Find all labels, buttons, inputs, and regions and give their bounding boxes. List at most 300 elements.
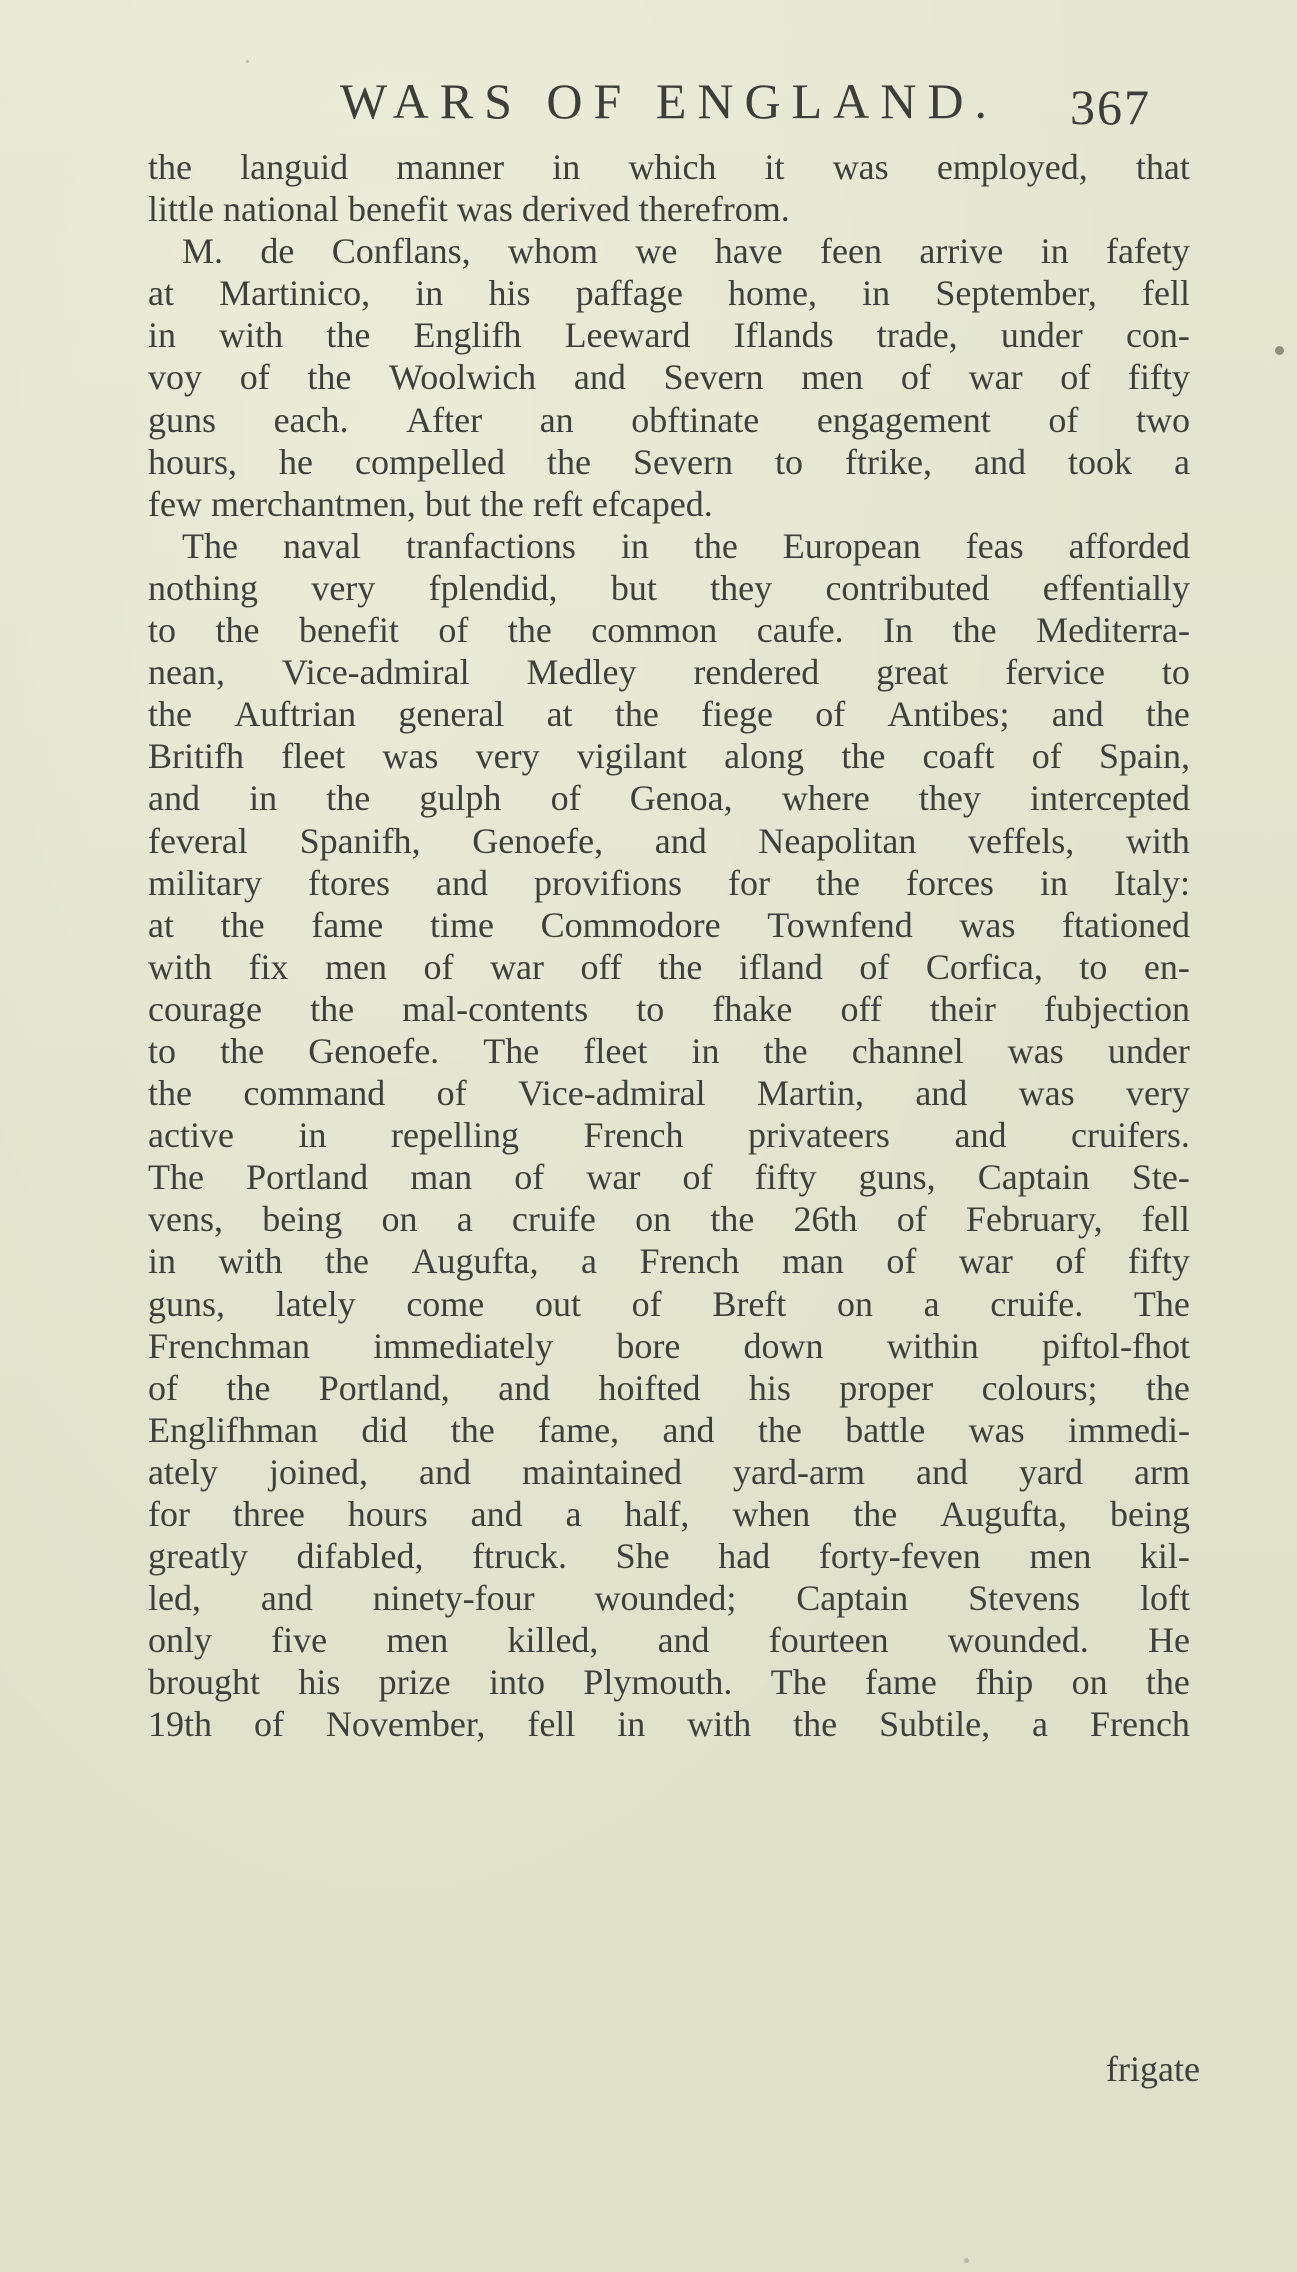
word: active xyxy=(148,1115,234,1156)
text-line xyxy=(148,1409,1190,1451)
text-line xyxy=(148,525,1190,567)
word: on xyxy=(836,1283,873,1324)
word: feen xyxy=(820,231,882,272)
word: down xyxy=(743,1325,824,1366)
word: the xyxy=(841,736,886,777)
word: nothing xyxy=(148,567,259,608)
word: an xyxy=(539,399,574,440)
word: his xyxy=(298,1662,341,1703)
word: en- xyxy=(1143,946,1190,987)
text-line xyxy=(148,399,1190,441)
word: of xyxy=(253,1704,284,1745)
ink-speck xyxy=(1275,346,1284,355)
text-line xyxy=(148,862,1190,904)
word: Englifh xyxy=(413,315,522,356)
word: The xyxy=(1133,1283,1190,1324)
word: was xyxy=(1007,1030,1064,1071)
word: loft xyxy=(1139,1578,1190,1619)
word: ftrike, xyxy=(845,441,932,482)
word: command xyxy=(243,1073,386,1114)
word: they xyxy=(918,778,981,819)
word: Britifh xyxy=(148,736,244,777)
word: a xyxy=(923,1283,940,1324)
word: greatly xyxy=(148,1536,248,1577)
text-line xyxy=(148,1114,1190,1156)
word: Genoa, xyxy=(629,778,733,819)
word: the xyxy=(307,357,352,398)
word: paffage xyxy=(575,273,683,314)
word: Captain xyxy=(796,1578,909,1619)
text-line xyxy=(148,820,1190,862)
text-line xyxy=(148,1240,1190,1282)
word: to xyxy=(1079,946,1108,987)
word: ninety-four xyxy=(372,1578,535,1619)
word: nean, xyxy=(148,652,225,693)
word: Leeward xyxy=(564,315,691,356)
word: home, xyxy=(728,273,818,314)
word: time xyxy=(429,904,494,945)
word: for xyxy=(728,862,770,903)
word: maintained xyxy=(522,1451,682,1492)
word: of xyxy=(900,357,931,398)
word: in xyxy=(691,1030,720,1071)
word: which xyxy=(628,147,717,187)
word: Neapolitan xyxy=(758,820,917,861)
text-line xyxy=(148,1030,1190,1072)
word: cruife. xyxy=(990,1283,1084,1324)
text-line xyxy=(148,483,1190,525)
word: of xyxy=(1048,399,1079,440)
word: channel xyxy=(851,1030,964,1071)
word: fafety xyxy=(1105,231,1190,272)
word: contributed xyxy=(825,567,990,608)
word: three xyxy=(232,1494,305,1534)
text-line xyxy=(148,1198,1190,1240)
word: the xyxy=(148,147,192,187)
word: arrive xyxy=(919,231,1004,272)
word: hours, xyxy=(148,441,237,482)
word: guns, xyxy=(148,1283,226,1324)
word: into xyxy=(488,1662,545,1703)
word: he xyxy=(279,441,313,482)
word: war xyxy=(958,1241,1013,1282)
word: under xyxy=(1000,315,1083,356)
word: 26th xyxy=(793,1199,858,1240)
word: of xyxy=(514,1157,545,1198)
word: difabled, xyxy=(296,1536,424,1577)
word: under xyxy=(1107,1030,1190,1071)
text-line xyxy=(148,1703,1190,1745)
word: with xyxy=(148,946,213,987)
word: trade, xyxy=(876,315,958,356)
word: European xyxy=(782,525,921,566)
word: immediately xyxy=(373,1325,554,1366)
word: and xyxy=(915,1451,968,1492)
word: After xyxy=(406,399,483,440)
word: ftationed xyxy=(1062,904,1190,945)
word: engagement xyxy=(816,399,991,440)
word: with xyxy=(218,1241,283,1282)
word: on xyxy=(381,1199,418,1240)
word: of xyxy=(438,610,469,651)
word: the xyxy=(326,315,371,356)
word: a xyxy=(456,1199,473,1240)
word: the xyxy=(220,1030,265,1071)
word: feveral xyxy=(148,820,248,861)
word: intercepted xyxy=(1030,778,1190,819)
text-line xyxy=(148,356,1190,398)
word: Augufta, xyxy=(411,1241,539,1282)
word: wounded. xyxy=(947,1620,1089,1661)
word: and xyxy=(657,1620,710,1661)
word: afforded xyxy=(1068,525,1190,566)
word: of xyxy=(631,1283,662,1324)
word: French xyxy=(1089,1704,1190,1745)
word: in xyxy=(1040,231,1069,272)
word: Vice-admiral xyxy=(281,652,470,693)
word: in xyxy=(148,1241,177,1282)
word: man xyxy=(410,1157,473,1198)
word: half, xyxy=(624,1494,690,1534)
word: in xyxy=(1039,862,1068,903)
word: war xyxy=(968,357,1023,398)
word: to xyxy=(1161,652,1190,693)
word: the xyxy=(1145,1367,1190,1408)
word: we xyxy=(635,231,678,272)
word: of xyxy=(550,778,581,819)
word: being xyxy=(1109,1494,1190,1534)
word: common xyxy=(591,610,718,651)
word: of xyxy=(1060,357,1091,398)
word: fifty xyxy=(1127,1241,1190,1282)
word: and xyxy=(435,862,488,903)
word: was xyxy=(1018,1073,1075,1114)
word: each. xyxy=(273,399,349,440)
word: led, xyxy=(148,1578,201,1619)
word: men xyxy=(325,946,388,987)
word: Auftrian xyxy=(234,694,357,735)
word: and xyxy=(654,820,707,861)
word: fhip xyxy=(975,1662,1034,1703)
word: of xyxy=(682,1157,713,1198)
word: where xyxy=(781,778,870,819)
word: Woolwich xyxy=(389,357,537,398)
word: Captain xyxy=(977,1157,1090,1198)
word: two xyxy=(1135,399,1190,440)
word: Genoefe, xyxy=(472,820,604,861)
word: man xyxy=(781,1241,844,1282)
word: obftinate xyxy=(631,399,760,440)
word: a xyxy=(565,1494,582,1534)
word: Frenchman xyxy=(148,1325,310,1366)
word: bore xyxy=(616,1325,681,1366)
word: and xyxy=(973,441,1026,482)
word: Spain, xyxy=(1098,736,1190,777)
word: tranfactions xyxy=(405,525,576,566)
word: piftol-fhot xyxy=(1041,1325,1190,1366)
word: de xyxy=(260,231,295,272)
word: Augufta, xyxy=(940,1494,1068,1534)
ink-speck xyxy=(964,2258,969,2263)
word: brought xyxy=(148,1662,260,1703)
word: fame xyxy=(864,1662,937,1703)
word: Italy: xyxy=(1114,862,1190,903)
word: the xyxy=(310,988,355,1029)
word: the xyxy=(952,610,997,651)
text-line xyxy=(148,651,1190,693)
word: the xyxy=(853,1494,898,1534)
word: Englifhman xyxy=(148,1409,318,1450)
word: fourteen xyxy=(768,1620,889,1661)
text-line xyxy=(148,567,1190,609)
word: battle xyxy=(845,1409,926,1450)
word: provifions xyxy=(533,862,682,903)
word: hours xyxy=(347,1494,428,1534)
word: had xyxy=(718,1536,771,1577)
word: for xyxy=(148,1494,190,1534)
word: only xyxy=(148,1620,213,1661)
word: off xyxy=(580,946,622,987)
word: fiege xyxy=(701,694,773,735)
word: November, xyxy=(325,1704,486,1745)
word: Martinico, xyxy=(219,273,371,314)
word: was xyxy=(968,1409,1025,1450)
word: fifty xyxy=(754,1157,817,1198)
word: Corfica, xyxy=(925,946,1043,987)
word: fell xyxy=(527,1704,576,1745)
word: The xyxy=(148,1157,204,1198)
page-number: 367 xyxy=(1070,79,1151,135)
text-line xyxy=(148,1156,1190,1198)
text-line xyxy=(148,146,1190,188)
word: and xyxy=(573,357,626,398)
word: yard-arm xyxy=(733,1451,865,1492)
word: the xyxy=(148,1073,192,1114)
word: in xyxy=(552,147,581,187)
word: five xyxy=(271,1620,328,1661)
word: the xyxy=(325,1241,370,1282)
text-line xyxy=(148,946,1190,988)
word: of xyxy=(1055,1241,1086,1282)
word: cruifers. xyxy=(1071,1115,1190,1156)
text-line xyxy=(148,1367,1190,1409)
word: French xyxy=(583,1115,684,1156)
word: hoifted xyxy=(598,1367,701,1408)
word: very xyxy=(1125,1073,1190,1114)
word: privateers xyxy=(748,1115,890,1156)
word: off xyxy=(840,988,882,1029)
word: in xyxy=(298,1115,327,1156)
word: languid xyxy=(240,147,349,187)
text-line xyxy=(148,441,1190,483)
word: war xyxy=(586,1157,641,1198)
word: fell xyxy=(1142,273,1190,314)
word: of xyxy=(815,694,846,735)
word: The xyxy=(770,1662,827,1703)
word: fix xyxy=(248,946,289,987)
word: fubjection xyxy=(1044,988,1190,1029)
word: very xyxy=(475,736,540,777)
word: to xyxy=(774,441,803,482)
word: at xyxy=(546,694,573,735)
word: Portland xyxy=(246,1157,369,1198)
word: She xyxy=(615,1536,670,1577)
line-text: few merchantmen, but the reft efcaped. xyxy=(148,483,713,524)
word: Ste- xyxy=(1131,1157,1190,1198)
word: of xyxy=(1031,736,1062,777)
word: of xyxy=(148,1367,178,1408)
text-line xyxy=(148,188,1190,230)
word: in xyxy=(617,1704,646,1745)
word: September, xyxy=(935,273,1097,314)
word: when xyxy=(732,1494,811,1534)
word: took xyxy=(1067,441,1132,482)
word: and xyxy=(915,1073,968,1114)
word: repelling xyxy=(391,1115,519,1156)
line-text: little national benefit was derived therefrom. xyxy=(148,189,790,230)
word: great xyxy=(876,652,949,693)
word: Medley xyxy=(526,652,637,693)
word: Townfend xyxy=(767,904,913,945)
word: and xyxy=(148,778,200,819)
word: ftores xyxy=(308,862,390,903)
word: gulph xyxy=(419,778,502,819)
word: and xyxy=(470,1494,523,1534)
word: in xyxy=(249,778,278,819)
word: their xyxy=(929,988,996,1029)
word: the xyxy=(658,946,703,987)
word: the xyxy=(226,1367,271,1408)
word: very xyxy=(311,567,376,608)
word: Severn xyxy=(632,441,733,482)
page-header xyxy=(150,72,1200,142)
word: they xyxy=(710,567,773,608)
text-line xyxy=(148,314,1190,356)
word: the xyxy=(546,441,591,482)
word: and xyxy=(954,1115,1007,1156)
word: Subtile, xyxy=(879,1704,991,1745)
word: lately xyxy=(275,1283,356,1324)
word: to xyxy=(148,610,177,651)
word: it xyxy=(764,147,785,187)
word: of xyxy=(436,1073,467,1114)
ink-speck xyxy=(246,60,249,63)
word: in xyxy=(148,315,177,356)
word: ftruck. xyxy=(472,1536,568,1577)
word: the xyxy=(507,610,552,651)
word: voy xyxy=(148,357,202,398)
word: The xyxy=(182,525,238,566)
word: The xyxy=(483,1030,540,1071)
word: of xyxy=(886,1241,917,1282)
word: the xyxy=(1145,694,1190,735)
word: fame xyxy=(311,904,384,945)
word: Portland, xyxy=(318,1367,450,1408)
word: Commodore xyxy=(540,904,721,945)
word: mal-contents xyxy=(402,988,589,1029)
word: guns xyxy=(148,399,217,440)
word: fell xyxy=(1141,1199,1190,1240)
text-line xyxy=(148,272,1190,314)
word: Conflans, xyxy=(331,231,471,272)
word: the xyxy=(710,1199,755,1240)
word: prize xyxy=(378,1662,451,1703)
word: French xyxy=(639,1241,740,1282)
word: the xyxy=(1145,1662,1190,1703)
word: fifty xyxy=(1128,357,1190,398)
word: coaft xyxy=(922,736,995,777)
word: forty-feven xyxy=(818,1536,981,1577)
word: at xyxy=(148,904,174,945)
text-line xyxy=(148,1451,1190,1493)
word: was xyxy=(959,904,1016,945)
word: Spanifh, xyxy=(299,820,421,861)
word: yard xyxy=(1019,1451,1083,1492)
word: the xyxy=(148,694,192,735)
word: fame, xyxy=(538,1409,620,1450)
word: 19th xyxy=(148,1704,213,1745)
word: war xyxy=(490,946,545,987)
word: and xyxy=(498,1367,551,1408)
word: a xyxy=(580,1241,597,1282)
word: ately xyxy=(148,1451,218,1492)
word: arm xyxy=(1134,1451,1190,1492)
word: of xyxy=(859,946,890,987)
word: benefit xyxy=(298,610,399,651)
word: have xyxy=(714,231,783,272)
running-title: WARS OF ENGLAND. xyxy=(340,73,998,129)
word: the xyxy=(757,1409,802,1450)
word: in xyxy=(620,525,649,566)
text-line xyxy=(148,1577,1190,1619)
text-line xyxy=(148,904,1190,946)
word: was xyxy=(382,736,439,777)
word: men xyxy=(1029,1536,1092,1577)
text-line xyxy=(148,693,1190,735)
word: but xyxy=(610,567,657,608)
word: of xyxy=(423,946,454,987)
word: In xyxy=(883,610,914,651)
word: in xyxy=(862,273,891,314)
word: out xyxy=(534,1283,581,1324)
word: the xyxy=(450,1409,495,1450)
word: a xyxy=(1032,1704,1049,1745)
word: on xyxy=(1071,1662,1108,1703)
word: with xyxy=(687,1704,752,1745)
word: fleet xyxy=(281,736,346,777)
word: Mediterra- xyxy=(1036,610,1190,651)
word: was xyxy=(832,147,889,187)
word: did xyxy=(361,1409,408,1450)
text-line xyxy=(148,1619,1190,1661)
word: the xyxy=(220,904,265,945)
word: vens, xyxy=(148,1199,223,1240)
word: the xyxy=(614,694,659,735)
word: whom xyxy=(508,231,599,272)
word: in xyxy=(415,273,444,314)
word: February, xyxy=(966,1199,1103,1240)
word: to xyxy=(636,988,665,1029)
word: immedi- xyxy=(1067,1409,1190,1450)
word: joined, xyxy=(269,1451,368,1492)
word: within xyxy=(886,1325,979,1366)
text-line xyxy=(148,1072,1190,1114)
word: the xyxy=(215,610,260,651)
word: M. xyxy=(182,231,224,272)
word: manner xyxy=(396,147,505,187)
body-text xyxy=(148,146,1190,1746)
word: that xyxy=(1135,147,1190,187)
